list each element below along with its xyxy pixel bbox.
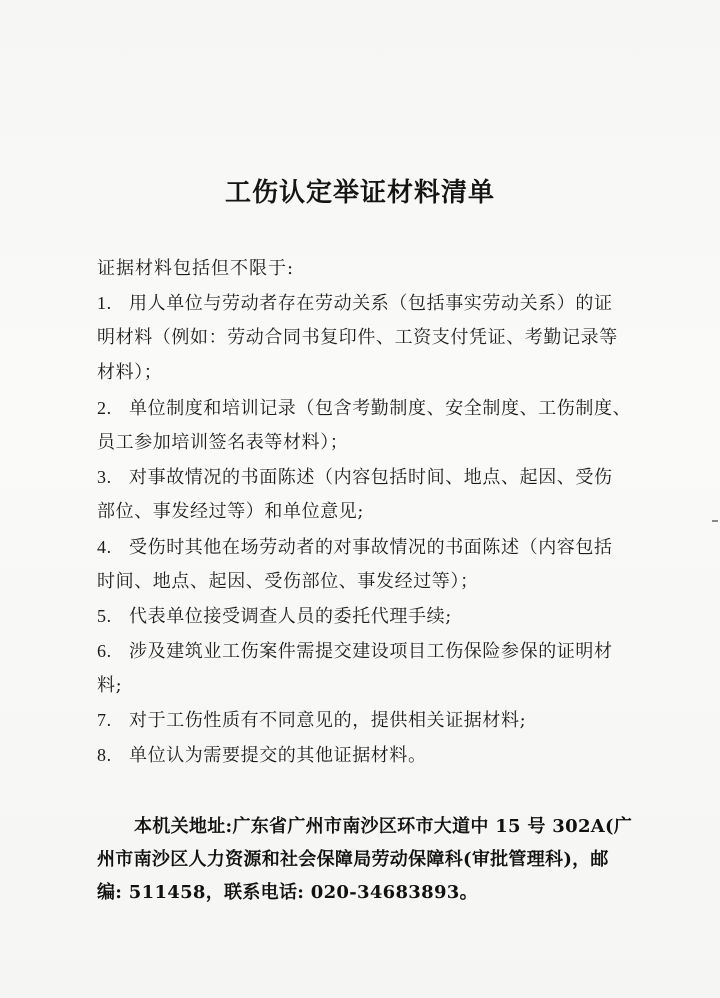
list-item-4-line-2: 时间、地点、起因、受伤部位、事发经过等）； bbox=[97, 571, 479, 592]
list-item-4-line-1 bbox=[97, 533, 613, 559]
list-item-4-number: 4. bbox=[97, 537, 112, 557]
list-item-2-text-1: 单位制度和培训记录（包含考勤制度、安全制度、工伤制度、 bbox=[129, 398, 632, 419]
list-item-6-line-1 bbox=[97, 637, 613, 663]
list-item-7-line-1 bbox=[97, 706, 526, 732]
list-item-7-text-1: 对于工伤性质有不同意见的，提供相关证据材料; bbox=[129, 710, 527, 731]
list-item-4-text-1: 受伤时其他在场劳动者的对事故情况的书面陈述（内容包括 bbox=[129, 537, 613, 558]
address-line-2: 州市南沙区人力资源和社会保障局劳动保障科(审批管理科)，邮 bbox=[97, 849, 609, 870]
list-item-3-line-1 bbox=[97, 463, 613, 489]
list-item-7-number: 7. bbox=[97, 710, 112, 730]
list-item-1-line-2: 明材料（例如：劳动合同书复印件、工资支付凭证、考勤记录等 bbox=[97, 327, 618, 348]
list-item-8-line-1 bbox=[97, 741, 427, 767]
list-item-8-text-1: 单位认为需要提交的其他证据材料。 bbox=[129, 745, 427, 766]
list-item-5-line-1 bbox=[97, 602, 452, 628]
address-line-3: 编: 511458，联系电话: 020-34683893。 bbox=[97, 882, 478, 903]
scan-edge-mark bbox=[712, 520, 718, 522]
list-item-3-line-2: 部位、事发经过等）和单位意见; bbox=[97, 501, 365, 522]
address-line-1: 本机关地址:广东省广州市南沙区环市大道中 15 号 302A(广 bbox=[134, 816, 633, 837]
list-item-1-text-1: 用人单位与劳动者存在劳动关系（包括事实劳动关系）的证 bbox=[129, 293, 613, 314]
list-item-1-number: 1. bbox=[97, 293, 112, 313]
list-item-3-number: 3. bbox=[97, 467, 112, 487]
list-item-6-number: 6. bbox=[97, 641, 112, 661]
list-item-3-text-1: 对事故情况的书面陈述（内容包括时间、地点、起因、受伤 bbox=[129, 467, 613, 488]
list-item-1-line-1 bbox=[97, 289, 613, 315]
intro-text: 证据材料包括但不限于: bbox=[97, 258, 295, 279]
list-item-5-text-1: 代表单位接受调查人员的委托代理手续; bbox=[129, 606, 452, 627]
list-item-5-number: 5. bbox=[97, 606, 112, 626]
list-item-2-line-1 bbox=[97, 394, 631, 420]
list-item-2-line-2: 员工参加培训签名表等材料）； bbox=[97, 432, 349, 453]
list-item-1-line-3: 材料）； bbox=[97, 362, 163, 383]
list-item-8-number: 8. bbox=[97, 745, 112, 765]
list-item-2-number: 2. bbox=[97, 398, 112, 418]
list-item-6-text-1: 涉及建筑业工伤案件需提交建设项目工伤保险参保的证明材 bbox=[129, 641, 613, 662]
list-item-6-line-2: 料; bbox=[97, 675, 123, 696]
document-title: 工伤认定举证材料清单 bbox=[224, 178, 495, 208]
